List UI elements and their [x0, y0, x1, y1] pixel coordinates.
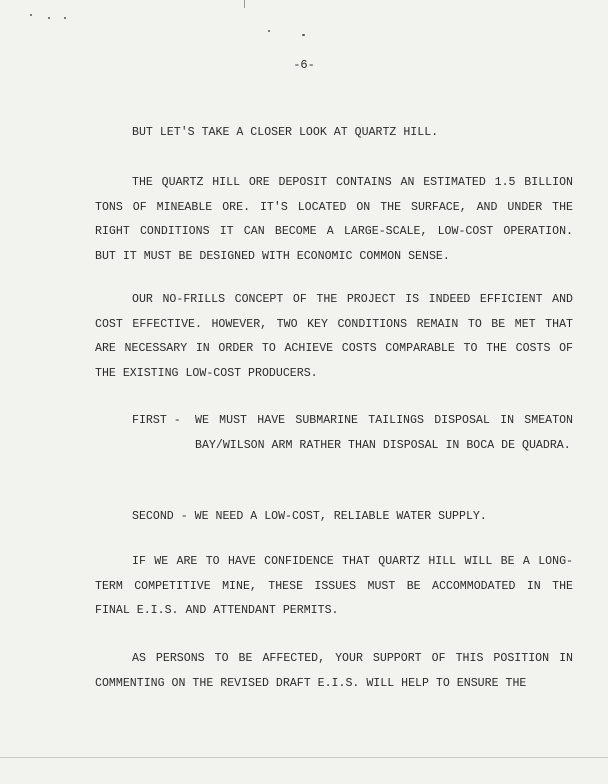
scan-speck	[48, 17, 50, 19]
scan-speck	[302, 34, 305, 36]
scan-speck	[30, 14, 32, 16]
page-number: -6-	[293, 58, 315, 72]
paragraph-support: AS PERSONS TO BE AFFECTED, YOUR SUPPORT OF THIS POSITION IN COMMENTING ON THE REVISED DRAFT E.I.S. WILL HELP TO ENSURE THE	[95, 652, 573, 690]
scan-speck	[268, 30, 270, 32]
first-condition-text: WE MUST HAVE SUBMARINE TAILINGS DISPOSAL IN SMEATON BAY/WILSON ARM RATHER THAN DISPOSAL IN BOCA DE QUADRA.	[195, 414, 573, 452]
paragraph-confidence: IF WE ARE TO HAVE CONFIDENCE THAT QUARTZ HILL WILL BE A LONG-TERM COMPETITIVE MINE, THESE ISSUES MUST BE ACCOMMODATED IN THE FINAL E.I.S. AND ATTENDANT PERMITS.	[95, 555, 573, 617]
paragraph-ore-deposit: THE QUARTZ HILL ORE DEPOSIT CONTAINS AN ESTIMATED 1.5 BILLION TONS OF MINEABLE ORE. IT'S LOCATED ON THE SURFACE, AND UNDER THE RIGHT CONDITIONS IT CAN BECOME A LARGE-SCALE, LOW-COST OPERATION. BUT IT MUST BE DESIGNED WITH ECONOMIC COMMON SENSE.	[95, 176, 573, 263]
paragraph-no-frills: OUR NO-FRILLS CONCEPT OF THE PROJECT IS INDEED EFFICIENT AND COST EFFECTIVE. HOWEVER, TWO KEY CONDITIONS REMAIN TO BE MET THAT ARE NECESSARY IN ORDER TO ACHIEVE COSTS COMPARABLE TO THE COSTS OF THE EXISTING LOW-COST PRODUCERS.	[95, 293, 573, 380]
page-edge	[0, 757, 608, 758]
second-condition: SECOND - WE NEED A LOW-COST, RELIABLE WATER SUPPLY.	[132, 510, 487, 523]
paragraph-closer-look: BUT LET'S TAKE A CLOSER LOOK AT QUARTZ HILL.	[132, 126, 439, 139]
first-condition-label: FIRST -	[132, 414, 181, 427]
scan-stroke	[244, 0, 245, 8]
scan-speck	[64, 17, 66, 19]
